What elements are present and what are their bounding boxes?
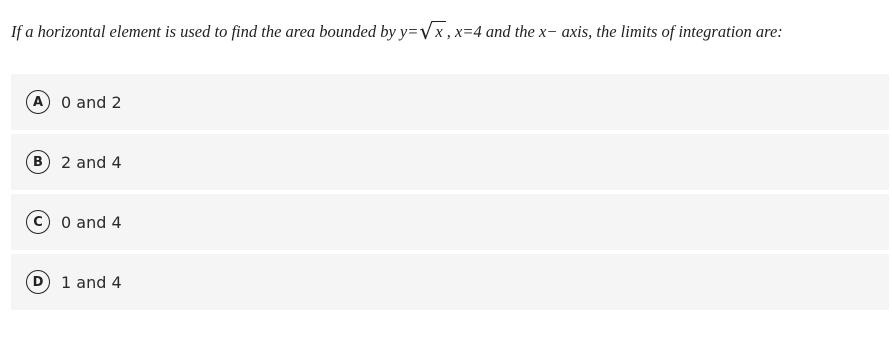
answer-options: [11, 74, 889, 314]
radical-sign-icon: √: [419, 20, 434, 45]
option-d-text: 1 and 4: [61, 272, 122, 292]
radicand: x: [433, 21, 445, 42]
square-root-symbol: [419, 14, 445, 49]
option-a[interactable]: [11, 74, 889, 130]
option-a-text: 0 and 2: [61, 92, 122, 112]
option-b-letter-badge: B: [26, 150, 50, 174]
option-c-letter-badge: C: [26, 210, 50, 234]
option-b-text: 2 and 4: [61, 152, 122, 172]
option-c-text: 0 and 4: [61, 212, 122, 232]
option-d-letter-badge: D: [26, 270, 50, 294]
question-text: [11, 14, 891, 48]
option-a-letter-badge: A: [26, 90, 50, 114]
question-part-2: , x=4 and the x− axis, the limits of integration are:: [446, 22, 783, 41]
option-d[interactable]: [11, 254, 889, 310]
option-c[interactable]: [11, 194, 889, 250]
question-part-1: If a horizontal element is used to find the area bounded by y=: [11, 22, 419, 41]
option-b[interactable]: [11, 134, 889, 190]
